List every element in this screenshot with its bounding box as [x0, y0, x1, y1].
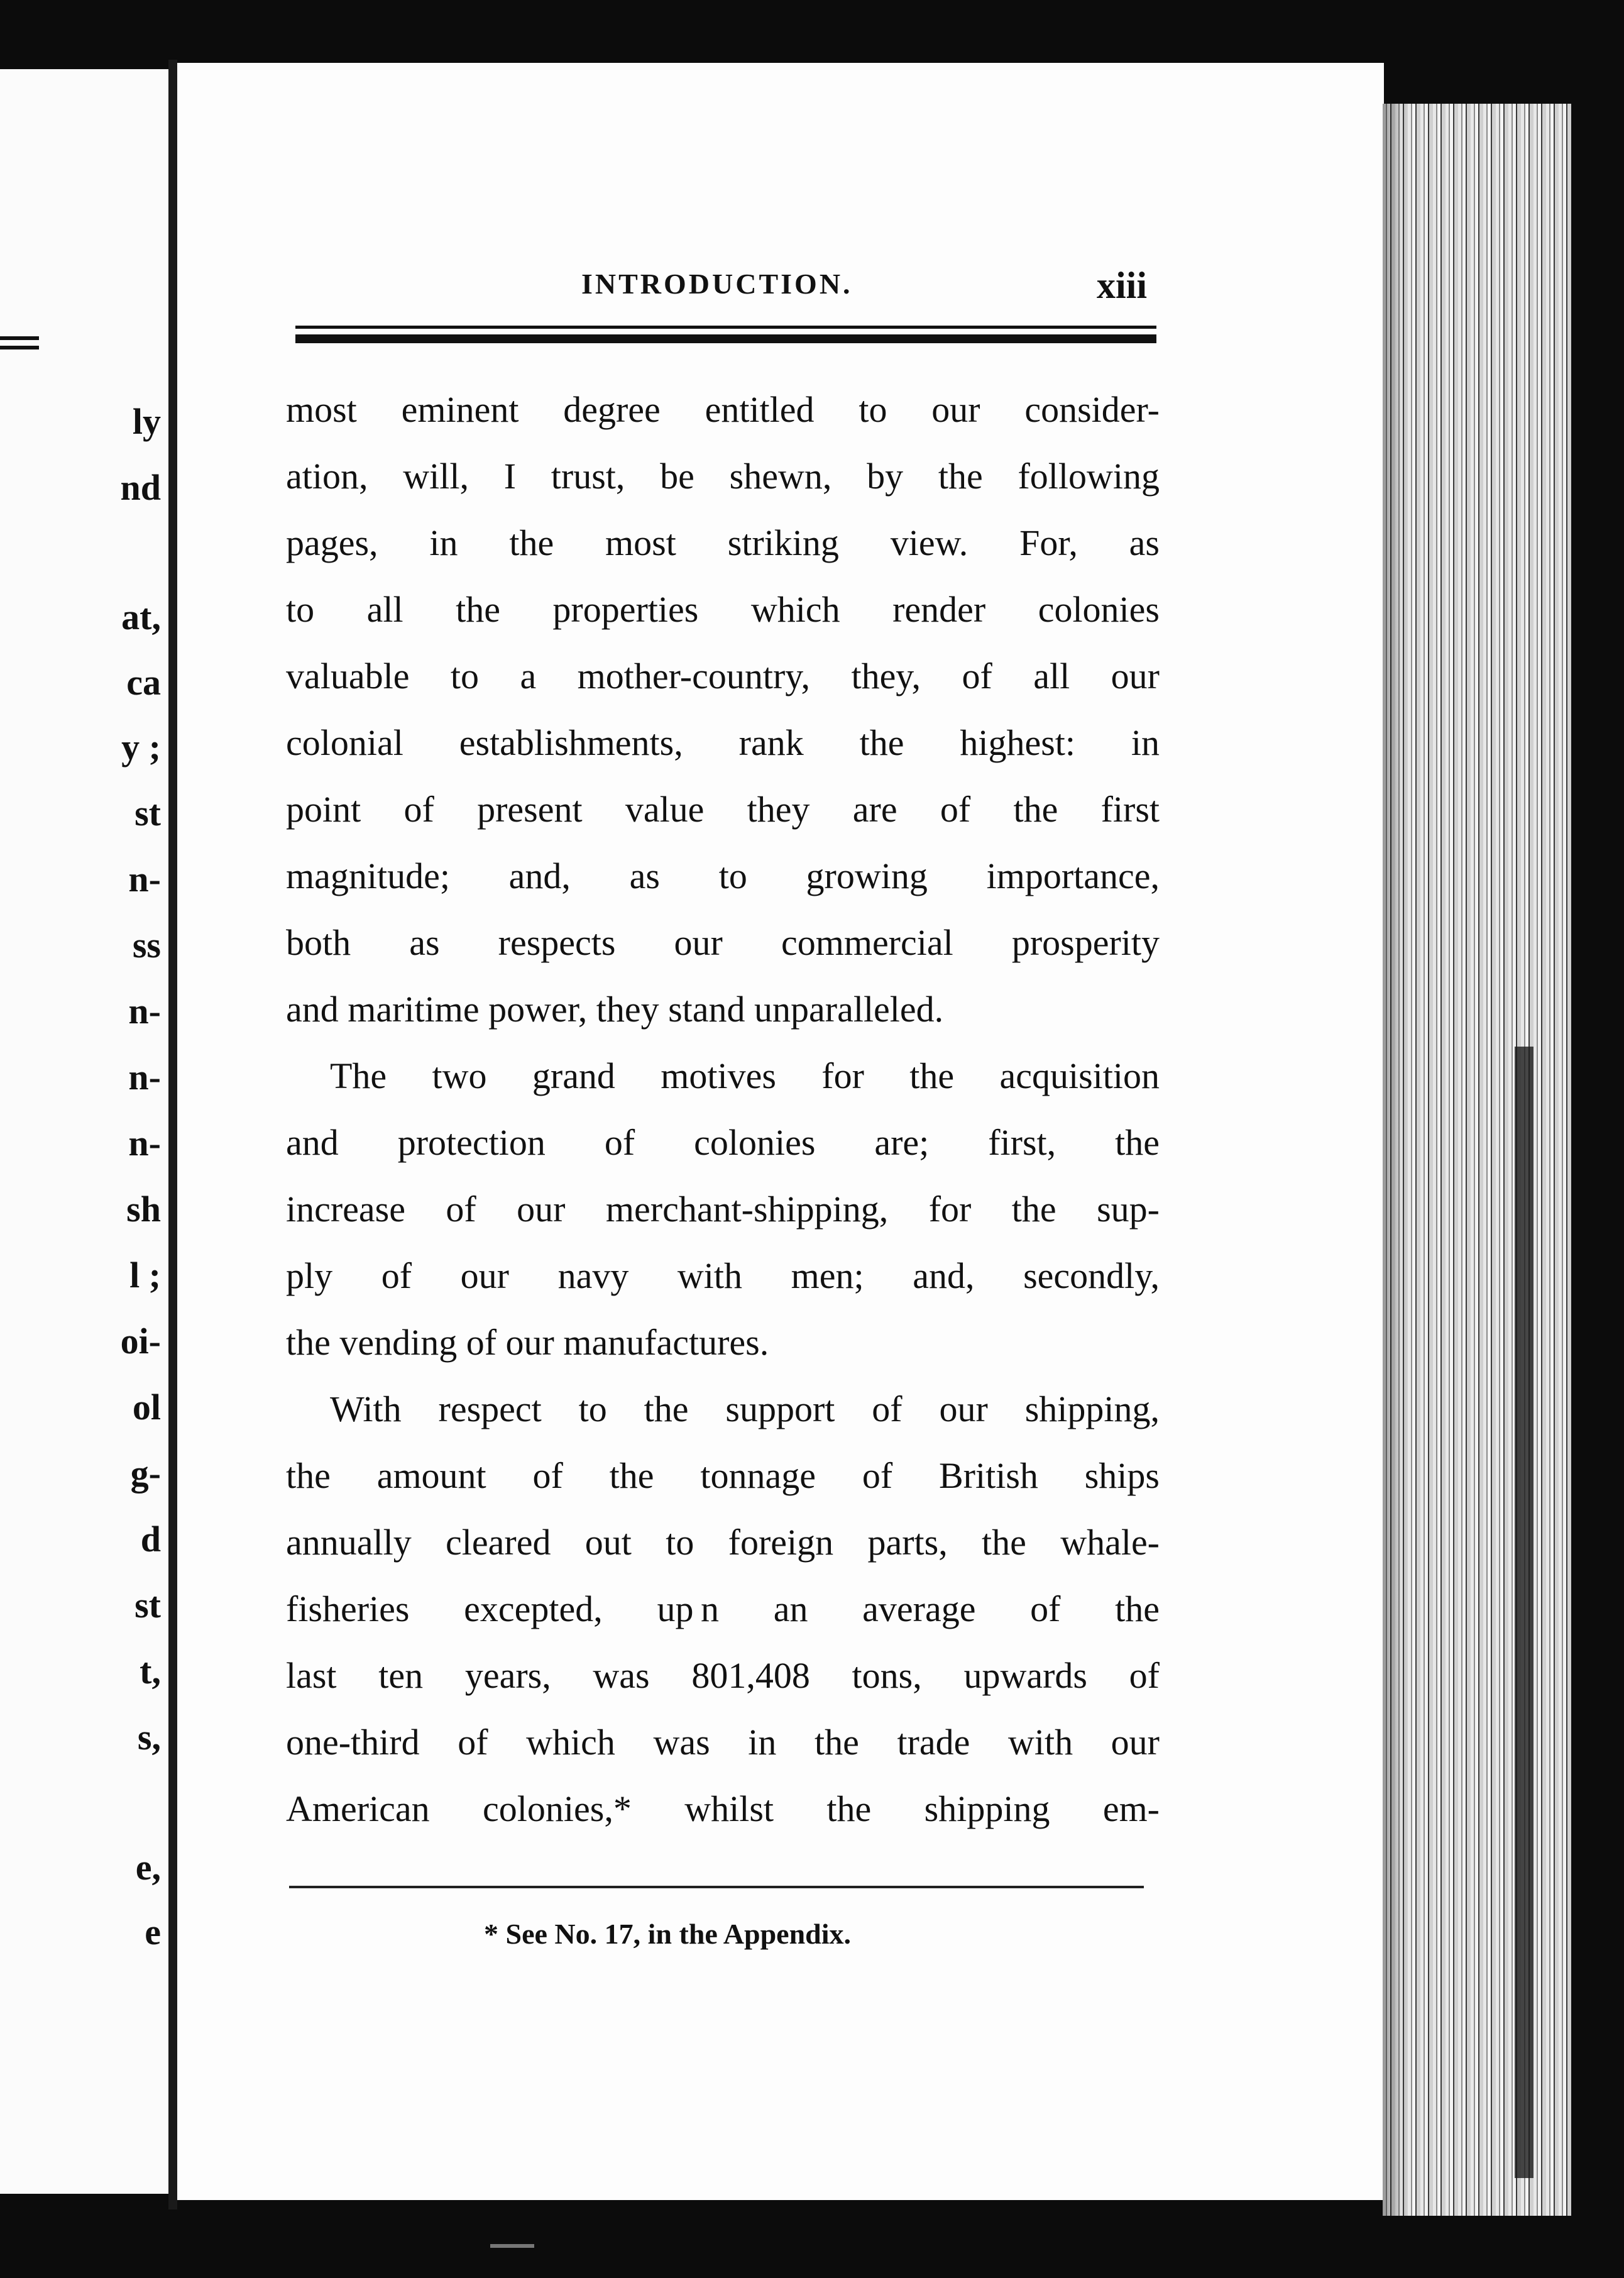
- body-text-line: increase of our merchant-shipping, for the sup-: [286, 1189, 1160, 1230]
- header-rule: [295, 326, 1156, 329]
- body-text-line: and maritime power, they stand unparalleled.: [286, 989, 944, 1030]
- facing-page-fragment: st: [134, 1585, 161, 1626]
- running-header: INTRODUCTION.: [581, 268, 853, 300]
- facing-page-fragment: e,: [135, 1847, 161, 1888]
- facing-page-fragment: ol: [132, 1387, 161, 1428]
- facing-page-fragment: s,: [137, 1717, 161, 1758]
- body-text-line: and protection of colonies are; first, the: [286, 1122, 1160, 1163]
- facing-page-fragment: n-: [128, 859, 161, 900]
- body-text-line: ation, will, I trust, be shewn, by the following: [286, 456, 1160, 497]
- footnote-rule: [289, 1886, 1144, 1888]
- facing-page-fragment: st: [134, 793, 161, 834]
- book-gutter: [168, 60, 177, 2209]
- header-rule-thick: [295, 334, 1156, 343]
- facing-page-fragment: l ;: [129, 1255, 161, 1296]
- facing-page-fragment: t,: [140, 1651, 161, 1692]
- facing-page-rule: [0, 346, 39, 349]
- body-text-line: both as respects our commercial prosperity: [286, 922, 1160, 963]
- facing-page-fragment: n-: [128, 1123, 161, 1164]
- body-text-line: fisheries excepted, up n an average of the: [286, 1588, 1160, 1629]
- body-text-line: last ten years, was 801,408 tons, upwards of: [286, 1655, 1160, 1696]
- body-text-line: magnitude; and, as to growing importance,: [286, 856, 1160, 896]
- facing-page-fragment: nd: [120, 467, 161, 508]
- body-text-line: the vending of our manufactures.: [286, 1322, 769, 1363]
- facing-page-fragment: at,: [121, 597, 161, 637]
- facing-page-fragment: ss: [132, 925, 161, 966]
- facing-page-fragment: y ;: [121, 727, 161, 768]
- body-text-line: annually cleared out to foreign parts, the whale-: [286, 1522, 1160, 1563]
- facing-page-fragment: ly: [132, 401, 161, 442]
- paragraph-first-line: With respect to the support of our shipping,: [330, 1389, 1160, 1429]
- paragraph-first-line: The two grand motives for the acquisition: [330, 1055, 1160, 1096]
- page-edges-dark-band: [1515, 1047, 1533, 2178]
- body-text-line: ply of our navy with men; and, secondly,: [286, 1255, 1160, 1296]
- body-text-line: colonial establishments, rank the highest: in: [286, 722, 1160, 763]
- facing-page-fragment: n-: [128, 991, 161, 1032]
- facing-page-fragment: oi-: [120, 1321, 161, 1362]
- facing-page-fragment: e: [145, 1912, 161, 1952]
- facing-page-fragment: d: [140, 1519, 161, 1560]
- page-edges: [1383, 104, 1571, 2216]
- footnote: * See No. 17, in the Appendix.: [484, 1918, 852, 1950]
- body-text-line: pages, in the most striking view. For, as: [286, 522, 1160, 563]
- body-text-line: one-third of which was in the trade with our: [286, 1722, 1160, 1763]
- facing-page-fragment: n-: [128, 1057, 161, 1098]
- body-text-line: the amount of the tonnage of British ships: [286, 1455, 1160, 1496]
- scan-artifact: [490, 2244, 534, 2248]
- facing-page-rule: [0, 336, 39, 340]
- facing-page-fragment: g-: [130, 1453, 161, 1494]
- facing-page-fragment: ca: [126, 662, 161, 703]
- facing-page-fragment: sh: [126, 1189, 161, 1230]
- body-text-line: most eminent degree entitled to our consider-: [286, 389, 1160, 430]
- body-text-line: to all the properties which render colonies: [286, 589, 1160, 630]
- body-text-line: American colonies,* whilst the shipping em-: [286, 1788, 1160, 1829]
- body-text-line: valuable to a mother-country, they, of all our: [286, 656, 1160, 696]
- facing-page: [0, 69, 168, 2194]
- page-number: xiii: [1097, 265, 1148, 306]
- page-edges-shadow: [1383, 104, 1408, 2216]
- body-text-line: point of present value they are of the first: [286, 789, 1160, 830]
